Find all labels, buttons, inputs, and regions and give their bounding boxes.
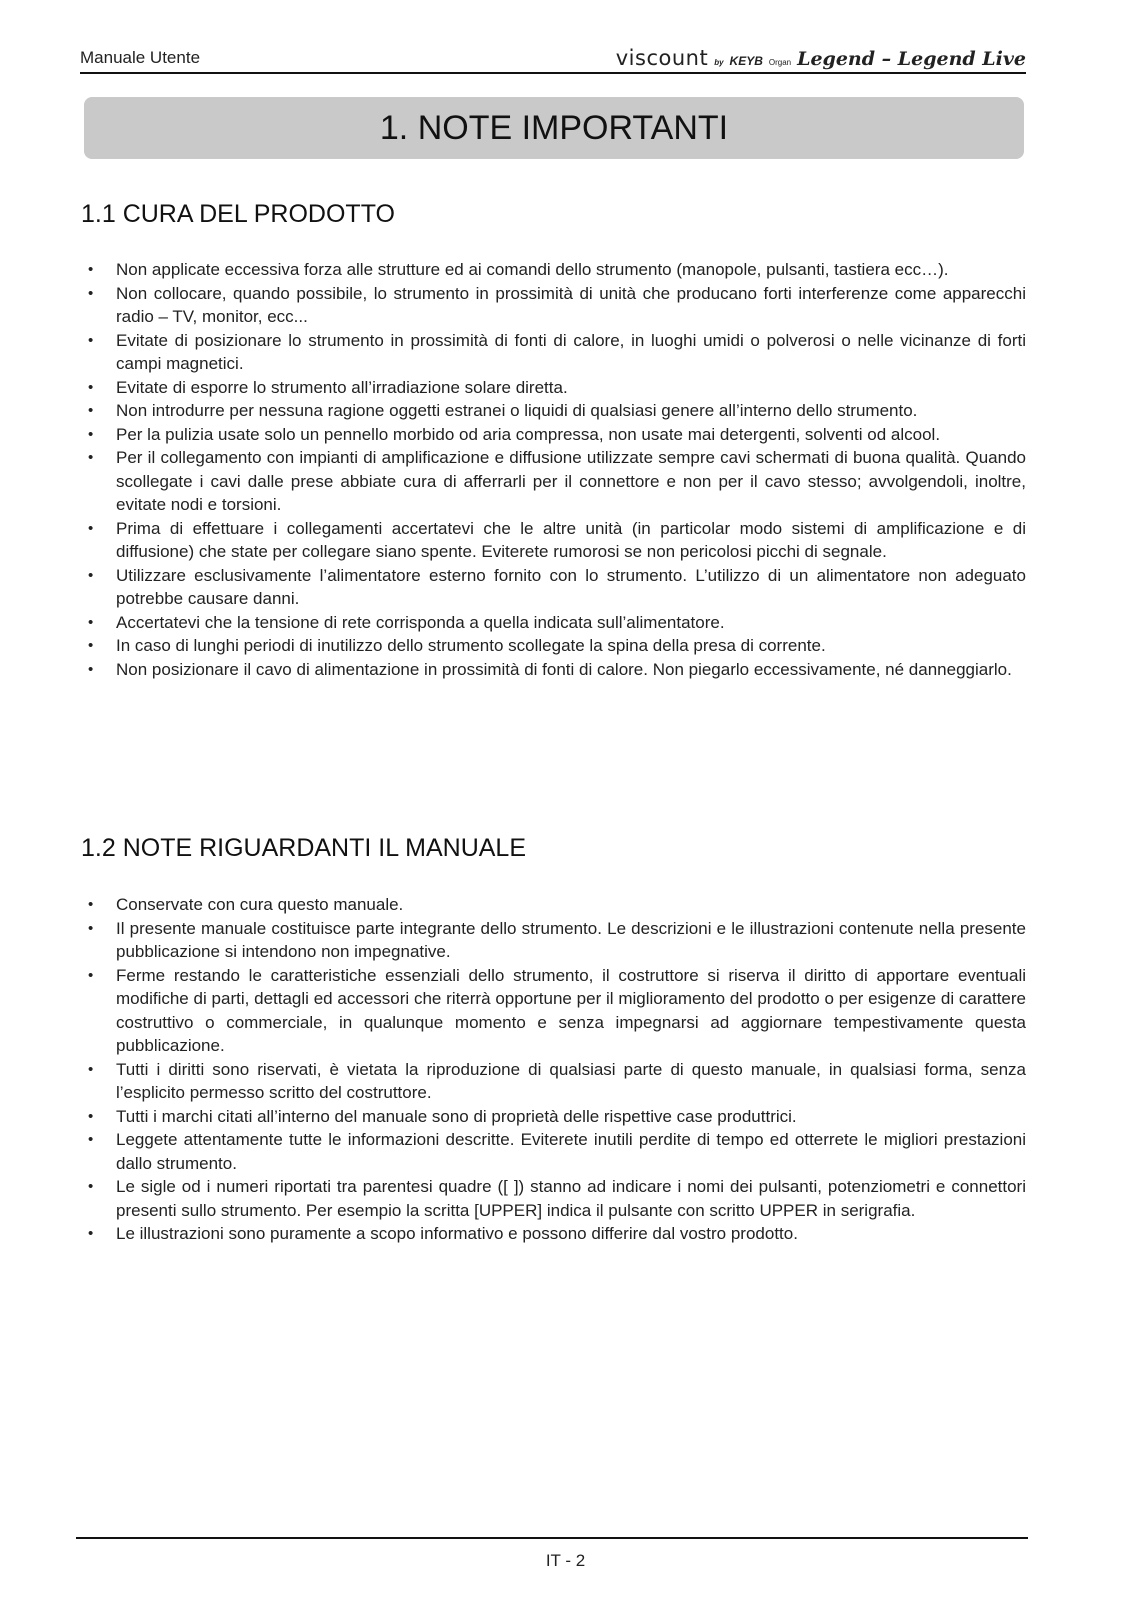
chapter-title: 1. NOTE IMPORTANTI	[379, 108, 729, 147]
list-item: • In caso di lunghi periodi di inutilizzo dello strumento scollegate la spina della presa di corrente.	[84, 634, 1026, 658]
list-item: • Ferme restando le caratteristiche essenziali dello strumento, il costruttore si riserva il diritto di apportare eventuali modifiche di parti, dettagli ed accessori che riterrà opportune per il miglioramento del prodotto o per esigenze di carattere costruttivo o commerciale, in qualunque momento e senza impegnarsi ad aggiornare tempestivamente questa pubblicazione.	[84, 964, 1026, 1058]
section-title-manual-notes: 1.2 NOTE RIGUARDANTI IL MANUALE	[81, 834, 526, 862]
list-item: • Conservate con cura questo manuale.	[84, 893, 1026, 917]
page-number: IT - 2	[545, 1551, 586, 1570]
list-item: • Il presente manuale costituisce parte integrante dello strumento. Le descrizioni e le illustrazioni contenute nella presente pubblicazione si intendono non impegnative.	[84, 917, 1026, 964]
section-title-product-care: 1.1 CURA DEL PRODOTTO	[81, 200, 395, 228]
brand-keyb-logo: KEYB	[729, 54, 763, 68]
chapter-title-bar	[84, 97, 1024, 159]
product-name: Legend – Legend Live	[797, 48, 1026, 70]
list-item: • Non collocare, quando possibile, lo strumento in prossimità di unità che producano forti interferenze come apparecchi radio – TV, monitor, ecc...	[84, 282, 1026, 329]
product-care-list	[84, 258, 1026, 681]
manual-notes-list	[84, 893, 1026, 1246]
list-item: • Le illustrazioni sono puramente a scopo informativo e possono differire dal vostro prodotto.	[84, 1222, 1026, 1246]
list-item: • Non posizionare il cavo di alimentazione in prossimità di fonti di calore. Non piegarlo eccessivamente, né danneggiarlo.	[84, 658, 1026, 682]
header-manual-label: Manuale Utente	[80, 48, 201, 67]
list-item: • Utilizzare esclusivamente l’alimentatore esterno fornito con lo strumento. L’utilizzo di un alimentatore non adeguato potrebbe causare danni.	[84, 564, 1026, 611]
list-item: • Prima di effettuare i collegamenti accertatevi che le altre unità (in particolar modo sistemi di amplificazione e di diffusione) che state per collegare siano spente. Eviterete rumorosi se non pericolosi picchi di segnale.	[84, 517, 1026, 564]
header-brand	[616, 48, 1026, 69]
list-item: • Accertatevi che la tensione di rete corrisponda a quella indicata sull’alimentatore.	[84, 611, 1026, 635]
list-item: • Non applicate eccessiva forza alle strutture ed ai comandi dello strumento (manopole, pulsanti, tastiera ecc…).	[84, 258, 1026, 282]
list-item: • Evitate di esporre lo strumento all’irradiazione solare diretta.	[84, 376, 1026, 400]
list-item: • Le sigle od i numeri riportati tra parentesi quadre ([ ]) stanno ad indicare i nomi dei pulsanti, potenziometri e connettori presenti sullo strumento. Per esempio la scritta [UPPER] indica il pulsante con scritto UPPER in serigrafia.	[84, 1175, 1026, 1222]
list-item: • Leggete attentamente tutte le informazioni descritte. Eviterete inutili perdite di tempo ed otterrete le migliori prestazioni dallo strumento.	[84, 1128, 1026, 1175]
list-item: • Non introdurre per nessuna ragione oggetti estranei o liquidi di qualsiasi genere all’interno dello strumento.	[84, 399, 1026, 423]
brand-organ-label: Organ	[768, 58, 792, 67]
brand-viscount-logo: viscount	[615, 46, 709, 70]
list-item: • Per il collegamento con impianti di amplificazione e diffusione utilizzate sempre cavi schermati di buona qualità. Quando scollegate i cavi dalle prese abbiate cura di afferrarli per il connettore e non per il cavo stesso; avvolgendoli, inoltre, evitate nodi e torsioni.	[84, 446, 1026, 517]
list-item: • Tutti i marchi citati all’interno del manuale sono di proprietà delle rispettive case produttrici.	[84, 1105, 1026, 1129]
brand-by-label: by	[714, 58, 724, 67]
list-item: • Tutti i diritti sono riservati, è vietata la riproduzione di qualsiasi parte di questo manuale, in qualsiasi forma, senza l’esplicito permesso scritto del costruttore.	[84, 1058, 1026, 1105]
list-item: • Evitate di posizionare lo strumento in prossimità di fonti di calore, in luoghi umidi o polverosi o nelle vicinanze di forti campi magnetici.	[84, 329, 1026, 376]
page-header	[80, 44, 1026, 74]
footer-rule	[76, 1537, 1028, 1539]
list-item: • Per la pulizia usate solo un pennello morbido od aria compressa, non usate mai detergenti, solventi od alcool.	[84, 423, 1026, 447]
